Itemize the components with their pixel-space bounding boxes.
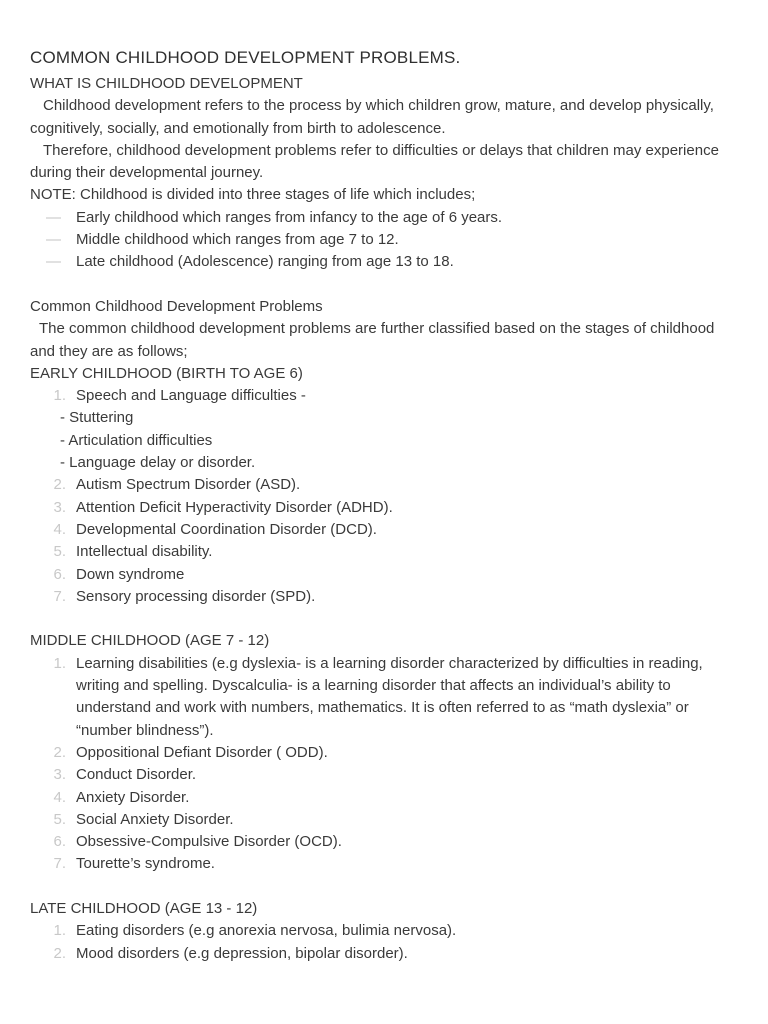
late-childhood-list [30,920,738,965]
list-number: 5. [53,810,66,828]
list-item-text: Tourette’s syndrome. [76,855,215,873]
list-item [30,586,738,608]
list-item-text: Oppositional Defiant Disorder ( ODD). [76,743,328,761]
stages-list [30,207,738,274]
spacer [30,274,738,296]
early-childhood-list [30,385,738,407]
dash-marker: — [46,208,61,226]
list-item [30,920,738,942]
list-item-text: Early childhood which ranges from infancy to the age of 6 years. [76,208,503,226]
list-item [30,831,738,853]
list-number: 3. [53,766,66,784]
list-item [30,207,738,229]
list-item [30,809,738,831]
speech-sublist [30,407,738,474]
list-number: 2. [53,743,66,761]
list-number: 2. [53,944,66,962]
list-item-text: Down syndrome [76,565,185,583]
list-number: 1. [53,387,66,405]
list-number: 1. [53,922,66,940]
list-number: 6. [53,833,66,851]
list-number: 7. [53,587,66,605]
list-item [30,385,738,407]
list-item [30,653,738,742]
dash-marker: — [46,253,61,271]
section-heading-middle: MIDDLE CHILDHOOD (AGE 7 - 12) [30,632,270,650]
list-number: 1. [53,654,66,672]
list-number: 6. [53,565,66,583]
list-item [30,943,738,965]
spacer [30,608,738,630]
sub-item: - Stuttering [60,409,134,427]
list-item-text: Intellectual disability. [76,543,213,561]
sub-item: - Articulation difficulties [60,431,213,449]
spacer [30,876,738,898]
list-item [30,497,738,519]
list-item [30,519,738,541]
section-heading-late: LATE CHILDHOOD (AGE 13 - 12) [30,899,258,917]
list-item-text: Sensory processing disorder (SPD). [76,587,316,605]
problems-paragraph: Therefore, childhood development problems refer to difficulties or delays that children may experience during their developmental journey. [30,141,719,182]
definition-paragraph: Childhood development refers to the process by which children grow, mature, and develop physically, cognitively, socially, and emotionally from birth to adolescence. [30,97,714,137]
list-item [30,229,738,251]
list-item [30,541,738,563]
middle-childhood-list [30,653,738,876]
list-item [30,251,738,273]
section-heading-what-is: WHAT IS CHILDHOOD DEVELOPMENT [30,75,303,92]
list-number: 4. [53,788,66,806]
list-number: 4. [53,520,66,538]
list-item [30,764,738,786]
list-item [30,564,738,586]
list-item [30,742,738,764]
list-number: 3. [53,498,66,516]
list-item-text: Speech and Language difficulties - [76,387,306,405]
list-item-text: Conduct Disorder. [76,766,197,784]
list-item-text: Developmental Coordination Disorder (DCD). [76,520,377,538]
document-title: COMMON CHILDHOOD DEVELOPMENT PROBLEMS. [30,48,461,67]
list-item-text: Anxiety Disorder. [76,788,190,806]
list-number: 7. [53,855,66,873]
list-item-text: Learning disabilities (e.g dyslexia- is a learning disorder characterized by difficulties in reading, writing and spelling. Dyscalculia- is a learning disorder that affects an individual’s ability to understand and work with numbers, mathematics. It is often referred to as “math dyslexia” or “number blindness”). [76,654,703,739]
list-item-text: Eating disorders (e.g anorexia nervosa, bulimia nervosa). [76,922,457,940]
section-heading-early: EARLY CHILDHOOD (BIRTH TO AGE 6) [30,364,303,382]
list-item-text: Autism Spectrum Disorder (ASD). [76,476,301,494]
note-paragraph: NOTE: Childhood is divided into three stages of life which includes; [30,186,476,204]
list-item [30,474,738,496]
list-number: 2. [53,476,66,494]
list-item-text: Late childhood (Adolescence) ranging from age 13 to 18. [76,253,454,271]
dash-marker: — [46,231,61,249]
list-item-text: Social Anxiety Disorder. [76,810,234,828]
early-childhood-list-continued [30,474,738,608]
list-item-text: Mood disorders (e.g depression, bipolar disorder). [76,944,408,962]
list-item-text: Obsessive-Compulsive Disorder (OCD). [76,833,342,851]
list-item-text: Attention Deficit Hyperactivity Disorder (ADHD). [76,498,393,516]
sub-item: - Language delay or disorder. [60,454,256,472]
section-heading-common: Common Childhood Development Problems [30,297,323,315]
common-paragraph: The common childhood development problems are further classified based on the stages of childhood and they are as follows; [30,320,715,360]
list-item [30,787,738,809]
list-item-text: Middle childhood which ranges from age 7 to 12. [76,231,399,249]
list-number: 5. [53,543,66,561]
list-item [30,853,738,875]
